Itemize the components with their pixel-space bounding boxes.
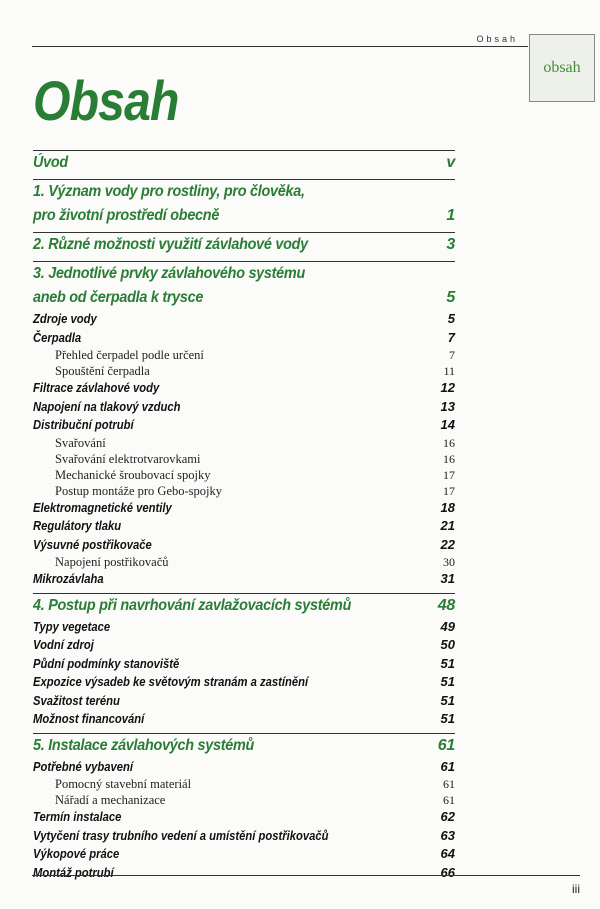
- toc-entry-page: 18: [440, 499, 455, 515]
- toc-entry-page: 7: [449, 348, 455, 362]
- toc-entry-title: Regulátory tlaku: [33, 519, 122, 533]
- toc-entry-page: 51: [440, 711, 455, 726]
- toc-entry-title: 5. Instalace závlahových systémů: [33, 736, 255, 754]
- toc-subsection[interactable]: [33, 363, 455, 379]
- toc-entry-title: 2. Různé možnosti využití závlahové vody: [33, 236, 308, 253]
- toc-entry-title: Filtrace závlahové vody: [33, 381, 160, 395]
- toc-entry-title: Elektromagnetické ventily: [33, 500, 172, 515]
- toc-entry-page: 17: [443, 483, 455, 498]
- toc-entry-page: 5: [446, 289, 455, 306]
- toc-chapter[interactable]: [33, 262, 455, 286]
- toc-entry-title: pro životní prostředí obecně: [33, 207, 220, 224]
- footer-rule: [32, 875, 580, 876]
- toc-entry-title: Přehled čerpadel podle určení: [55, 348, 204, 362]
- toc-section[interactable]: [33, 618, 455, 637]
- toc-entry-page: 49: [440, 618, 455, 634]
- toc-section[interactable]: [33, 758, 455, 777]
- page-number: iii: [572, 882, 580, 896]
- toc-entry-title: Napojení na tlakový vzduch: [33, 399, 181, 414]
- toc-entry-title: Čerpadla: [33, 330, 82, 345]
- toc-entry-page: 13: [440, 398, 455, 414]
- toc-entry-title: Možnost financování: [33, 712, 145, 726]
- toc-subsection[interactable]: [33, 467, 455, 483]
- toc-chapter[interactable]: [33, 286, 455, 310]
- toc-subsection[interactable]: [33, 483, 455, 499]
- toc-section[interactable]: [33, 536, 455, 555]
- toc-entry-title: Pomocný stavební materiál: [55, 777, 192, 791]
- toc-entry-page: 62: [440, 809, 455, 824]
- toc-chapter[interactable]: [33, 151, 455, 175]
- toc-section[interactable]: [33, 845, 455, 864]
- toc-entry-page: 61: [440, 758, 455, 774]
- toc-entry-page: 21: [440, 518, 455, 533]
- toc-entry-page: 3: [446, 236, 455, 253]
- toc-entry-title: Zdroje vody: [33, 312, 97, 326]
- toc-entry-title: Půdní podmínky stanoviště: [33, 656, 180, 671]
- toc-chapter[interactable]: [33, 180, 455, 204]
- toc-section[interactable]: [33, 692, 455, 711]
- toc-subsection[interactable]: [33, 451, 455, 467]
- toc-entry-title: Montáž potrubí: [33, 865, 114, 880]
- toc-entry-title: Typy vegetace: [33, 619, 111, 634]
- toc-entry-title: Mechanické šroubovací spojky: [55, 467, 211, 482]
- toc-entry-title: Postup montáže pro Gebo-spojky: [55, 483, 222, 498]
- toc-subsection[interactable]: [33, 435, 455, 451]
- page-title: Obsah: [33, 69, 179, 132]
- toc-section[interactable]: [33, 827, 455, 846]
- toc-entry-page: v: [446, 154, 455, 171]
- toc-entry-page: 61: [437, 736, 455, 754]
- toc-entry-page: 31: [440, 571, 455, 586]
- toc-section[interactable]: [33, 864, 455, 883]
- toc-chapter[interactable]: [33, 233, 455, 257]
- toc-entry-page: 63: [440, 827, 455, 843]
- toc-section[interactable]: [33, 398, 455, 417]
- toc-subsection[interactable]: [33, 776, 455, 792]
- toc-entry-title: Svařování: [55, 435, 106, 450]
- toc-entry-page: 5: [447, 311, 455, 326]
- toc-section[interactable]: [33, 310, 455, 329]
- toc-entry-title: Termín instalace: [33, 810, 122, 824]
- toc-section[interactable]: [33, 499, 455, 518]
- toc-entry-page: 51: [440, 692, 455, 708]
- toc-entry-page: 61: [443, 793, 455, 807]
- toc-subsection[interactable]: [33, 347, 455, 363]
- table-of-contents: [33, 150, 455, 882]
- toc-entry-page: 7: [447, 329, 455, 345]
- header-rule: [32, 46, 528, 47]
- toc-entry-title: Vodní zdroj: [33, 638, 94, 652]
- toc-entry-page: 22: [440, 536, 455, 552]
- toc-entry-title: Expozice výsadeb ke světovým stranám a zastínění: [33, 675, 309, 689]
- toc-entry-page: 51: [440, 674, 455, 689]
- toc-section[interactable]: [33, 416, 455, 435]
- toc-section[interactable]: [33, 710, 455, 729]
- toc-entry-title: Výkopové práce: [33, 847, 120, 861]
- toc-section[interactable]: [33, 636, 455, 655]
- toc-entry-title: 3. Jednotlivé prvky závlahového systému: [33, 265, 305, 282]
- toc-entry-page: 50: [440, 637, 455, 652]
- toc-entry-page: 30: [443, 555, 455, 569]
- toc-entry-title: Mikrozávlaha: [33, 572, 104, 586]
- toc-entry-page: 12: [440, 380, 455, 395]
- toc-entry-title: Výsuvné postřikovače: [33, 537, 152, 552]
- toc-entry-title: Úvod: [33, 154, 68, 171]
- toc-entry-page: 61: [443, 777, 455, 791]
- toc-entry-title: aneb od čerpadla k trysce: [33, 289, 204, 306]
- toc-entry-title: Svažitost terénu: [33, 693, 120, 708]
- toc-entry-title: Spouštění čerpadla: [55, 364, 150, 378]
- toc-entry-title: 4. Postup při navrhování zavlažovacích systémů: [33, 596, 352, 614]
- running-head: Obsah: [476, 34, 518, 44]
- toc-entry-page: 48: [437, 596, 455, 614]
- toc-entry-title: Nářadí a mechanizace: [55, 793, 166, 807]
- toc-section[interactable]: [33, 329, 455, 348]
- toc-entry-page: 17: [443, 467, 455, 482]
- toc-section[interactable]: [33, 808, 455, 827]
- toc-entry-page: 11: [443, 364, 455, 378]
- toc-chapter[interactable]: [33, 734, 455, 758]
- toc-entry-page: 14: [440, 417, 455, 432]
- toc-subsection[interactable]: [33, 554, 455, 570]
- toc-entry-title: Napojení postřikovačů: [55, 555, 169, 569]
- toc-section[interactable]: [33, 655, 455, 674]
- toc-entry-title: Vytyčení trasy trubního vedení a umístění postřikovačů: [33, 828, 329, 843]
- toc-entry-title: Potřebné vybavení: [33, 759, 134, 774]
- toc-entry-page: 16: [443, 451, 455, 466]
- toc-entry-title: Distribuční potrubí: [33, 418, 134, 432]
- toc-section[interactable]: [33, 517, 455, 536]
- toc-entry-page: 66: [440, 864, 455, 880]
- toc-entry-page: 64: [440, 846, 455, 861]
- toc-chapter[interactable]: [33, 204, 455, 228]
- toc-chapter[interactable]: [33, 594, 455, 618]
- section-tab: [529, 34, 595, 102]
- toc-entry-page: 1: [446, 207, 455, 224]
- toc-section[interactable]: [33, 570, 455, 589]
- toc-entry-page: 51: [440, 655, 455, 671]
- toc-entry-title: Svařování elektrotvarovkami: [55, 451, 201, 466]
- toc-section[interactable]: [33, 379, 455, 398]
- toc-entry-title: 1. Význam vody pro rostliny, pro člověka,: [33, 183, 305, 200]
- section-tab-label: obsah: [543, 59, 581, 76]
- toc-section[interactable]: [33, 673, 455, 692]
- toc-subsection[interactable]: [33, 792, 455, 808]
- toc-entry-page: 16: [443, 435, 455, 450]
